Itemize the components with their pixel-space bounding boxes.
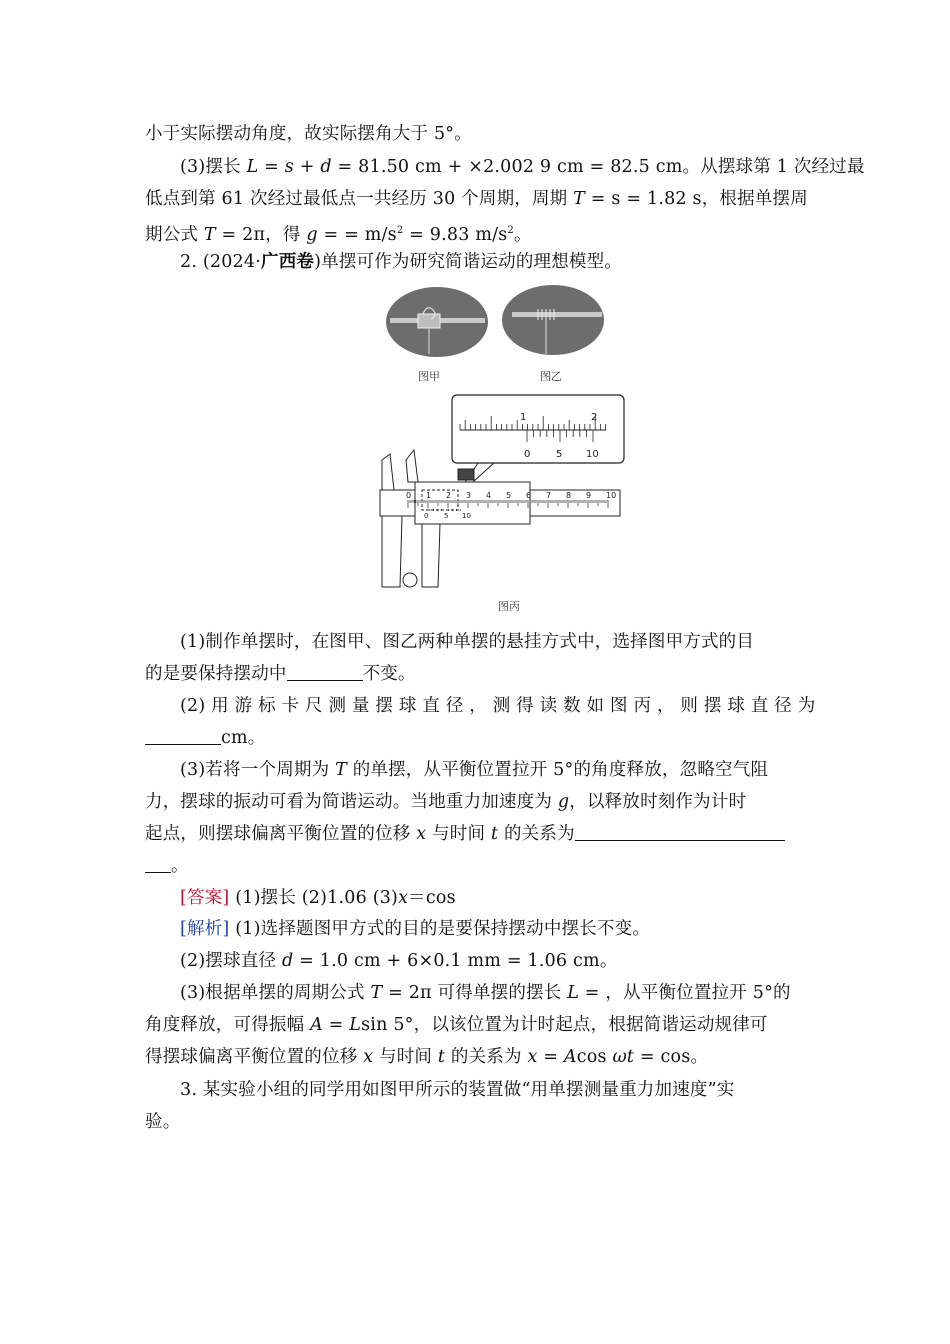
- answer-tag: [答案]: [180, 888, 230, 908]
- text-run: 的单摆，从平衡位置拉开 5°的角度释放，忽略空气阻: [346, 760, 769, 780]
- text-run: (2) 用 游 标 卡 尺 测 量 摆 球 直 径 ， 测 得 读 数 如 图 丙 ， 则 摆 球 直 径 为: [180, 696, 816, 716]
- text-run: 。: [513, 224, 532, 245]
- text-run: d: [320, 157, 332, 177]
- text-run: (3)摆长: [180, 157, 247, 177]
- text-line: [180, 155, 865, 179]
- text-line: [145, 1045, 807, 1069]
- text-run: = = m/s: [317, 224, 397, 245]
- text-run: = s = 1.82 s，根据单摆周: [585, 189, 808, 209]
- main-scale-label: 6: [526, 491, 532, 500]
- text-run: 验。: [145, 1112, 181, 1132]
- text-run: 起点，则摆球偏离平衡位置的位移: [145, 824, 417, 844]
- main-scale-label: 7: [546, 491, 552, 500]
- text-line: [145, 662, 807, 686]
- text-line: [180, 694, 816, 718]
- upper-jaw-moving: [406, 450, 418, 482]
- text-run: 与时间: [426, 824, 491, 844]
- question-3-heading: [180, 1078, 807, 1102]
- text-run: t: [490, 824, 499, 844]
- text-run: (1)制作单摆时，在图甲、图乙两种单摆的悬挂方式中，选择图甲方式的目: [180, 632, 755, 652]
- text-run: x: [398, 888, 409, 908]
- answer-line: [180, 886, 807, 910]
- text-run: T: [335, 760, 347, 780]
- text-line: [145, 1013, 807, 1037]
- text-run: =: [537, 1047, 564, 1067]
- text-run: = ，从平衡位置拉开 5°的: [579, 983, 791, 1003]
- text-run: T: [573, 189, 586, 209]
- text-run: (3)若将一个周期为: [180, 760, 336, 780]
- text-run: =: [258, 157, 285, 177]
- caption-bing: 图丙: [498, 600, 520, 613]
- zoom-main-label: 1: [520, 412, 527, 423]
- vernier-label: 5: [444, 512, 449, 520]
- vernier-label: 0: [424, 512, 429, 520]
- lock-screw: [458, 469, 474, 480]
- text-run: 的关系为: [445, 1047, 528, 1067]
- text-run: 。: [171, 856, 189, 876]
- text-run: A: [563, 1047, 577, 1067]
- text-run: = 9.83 m/s: [403, 224, 508, 245]
- main-scale-label: 9: [586, 491, 592, 500]
- text-line: [180, 630, 807, 654]
- text-run: 角度释放，可得振幅: [145, 1015, 311, 1035]
- main-scale-label: 10: [606, 491, 617, 500]
- text-run: (1)选择题图甲方式的目的是要保持摆动中摆长不变。: [229, 919, 651, 939]
- text-run: T: [370, 983, 383, 1003]
- text-run: d: [281, 951, 294, 971]
- text-run: x: [416, 824, 427, 844]
- text-run: 3. 某实验小组的同学用如图甲所示的装置做“用单摆测量重力加速度”实: [180, 1080, 735, 1100]
- main-scale-label: 2: [446, 491, 452, 500]
- text-run: 2: [507, 225, 514, 236]
- text-run: )单摆可作为研究简谐运动的理想模型。: [314, 252, 623, 272]
- caption-jia: 图甲: [418, 370, 440, 383]
- text-run: = 2π，得: [215, 224, 307, 245]
- lower-jaw-moving: [422, 524, 440, 587]
- text-run: = 1.0 cm + 6×0.1 mm = 1.06 cm。: [293, 951, 618, 971]
- explanation-line: [180, 917, 807, 941]
- question-2-heading: [180, 250, 807, 274]
- text-run: L: [567, 983, 580, 1003]
- text-run: 小于实际摆动角度，故实际摆角大于 5°。: [145, 124, 472, 144]
- vernier-label: 10: [462, 512, 471, 520]
- text-line: [180, 758, 807, 782]
- vernier-caliper: [380, 450, 620, 587]
- source-label: 广西卷: [261, 252, 315, 272]
- main-scale-label: 0: [406, 491, 412, 500]
- text-run: s: [284, 157, 294, 177]
- caption-yi: 图乙: [540, 370, 562, 383]
- text-run: 2: [396, 225, 404, 236]
- text-run: sin 5°，以该位置为计时起点，根据简谐运动规律可: [361, 1015, 768, 1035]
- main-scale-label: 3: [466, 491, 472, 500]
- explanation-tag: [解析]: [180, 919, 230, 939]
- text-run: 的关系为: [498, 824, 575, 844]
- text-run: = 81.50 cm + ×2.002 9 cm = 82.5 cm。从摆球第 1 次经过最: [331, 157, 865, 177]
- text-run: A: [310, 1015, 323, 1035]
- text-run: =: [322, 1015, 350, 1035]
- text-run: 2. (2024·: [180, 252, 261, 272]
- text-run: x: [363, 1047, 374, 1067]
- text-run: 力，摆球的振动可看为简谐运动。当地重力加速度为: [145, 792, 558, 812]
- text-line: [145, 822, 807, 846]
- text-run: t: [437, 1047, 446, 1067]
- text-run: 的是要保持摆动中: [145, 664, 287, 684]
- text-run: g: [557, 792, 570, 812]
- text-run: (3)根据单摆的周期公式: [180, 983, 371, 1003]
- text-line: [145, 122, 807, 146]
- text-run: 与时间: [373, 1047, 438, 1067]
- text-run: 低点到第 61 次经过最低点一共经历 30 个周期，周期: [145, 189, 574, 209]
- text-run: g: [306, 224, 318, 245]
- text-run: (1)摆长 (2)1.06 (3): [229, 888, 399, 908]
- text-run: 得摆球偏离平衡位置的位移: [145, 1047, 364, 1067]
- answer-blank[interactable]: [575, 822, 785, 841]
- text-run: 不变。: [362, 664, 416, 684]
- text-run: ＝cos: [408, 888, 456, 908]
- figure-yi-photo: [502, 285, 604, 355]
- pendulum-bob: [403, 573, 417, 587]
- text-run: cos: [576, 1047, 613, 1067]
- main-scale-label: 5: [506, 491, 512, 500]
- main-scale-label: 4: [486, 491, 492, 500]
- text-line: [145, 219, 807, 247]
- text-run: cm。: [221, 728, 266, 748]
- text-run: = 2π 可得单摆的摆长: [382, 983, 568, 1003]
- upper-jaw-fixed: [382, 454, 394, 490]
- text-line: [145, 854, 807, 878]
- text-run: L: [246, 157, 259, 177]
- text-line: [180, 981, 807, 1005]
- pendulum-figure: [360, 282, 630, 617]
- text-run: (2)摆球直径: [180, 951, 282, 971]
- text-run: x: [527, 1047, 538, 1067]
- text-line: [145, 1110, 807, 1134]
- text-run: L: [349, 1015, 362, 1035]
- text-run: ωt: [612, 1047, 635, 1067]
- text-run: +: [293, 157, 321, 177]
- text-run: = cos。: [634, 1047, 709, 1067]
- text-run: 期公式: [145, 224, 204, 245]
- text-line: [145, 726, 807, 750]
- rod: [512, 312, 602, 317]
- answer-blank[interactable]: [287, 662, 363, 681]
- text-run: T: [203, 224, 216, 245]
- text-line: [180, 949, 807, 973]
- text-line: [145, 790, 807, 814]
- main-scale-label: 1: [426, 491, 432, 500]
- zoom-vernier-label: 5: [556, 449, 563, 460]
- text-line: [145, 187, 807, 211]
- main-scale-label: 8: [566, 491, 572, 500]
- clip: [418, 314, 440, 328]
- zoom-vernier-label: 0: [524, 449, 531, 460]
- answer-blank[interactable]: [145, 854, 171, 873]
- text-run: ，以释放时刻作为计时: [569, 792, 747, 812]
- zoom-main-label: 2: [591, 412, 598, 423]
- answer-blank[interactable]: [145, 726, 221, 745]
- zoom-vernier-label: 10: [586, 449, 599, 460]
- lower-jaw-fixed: [382, 516, 402, 587]
